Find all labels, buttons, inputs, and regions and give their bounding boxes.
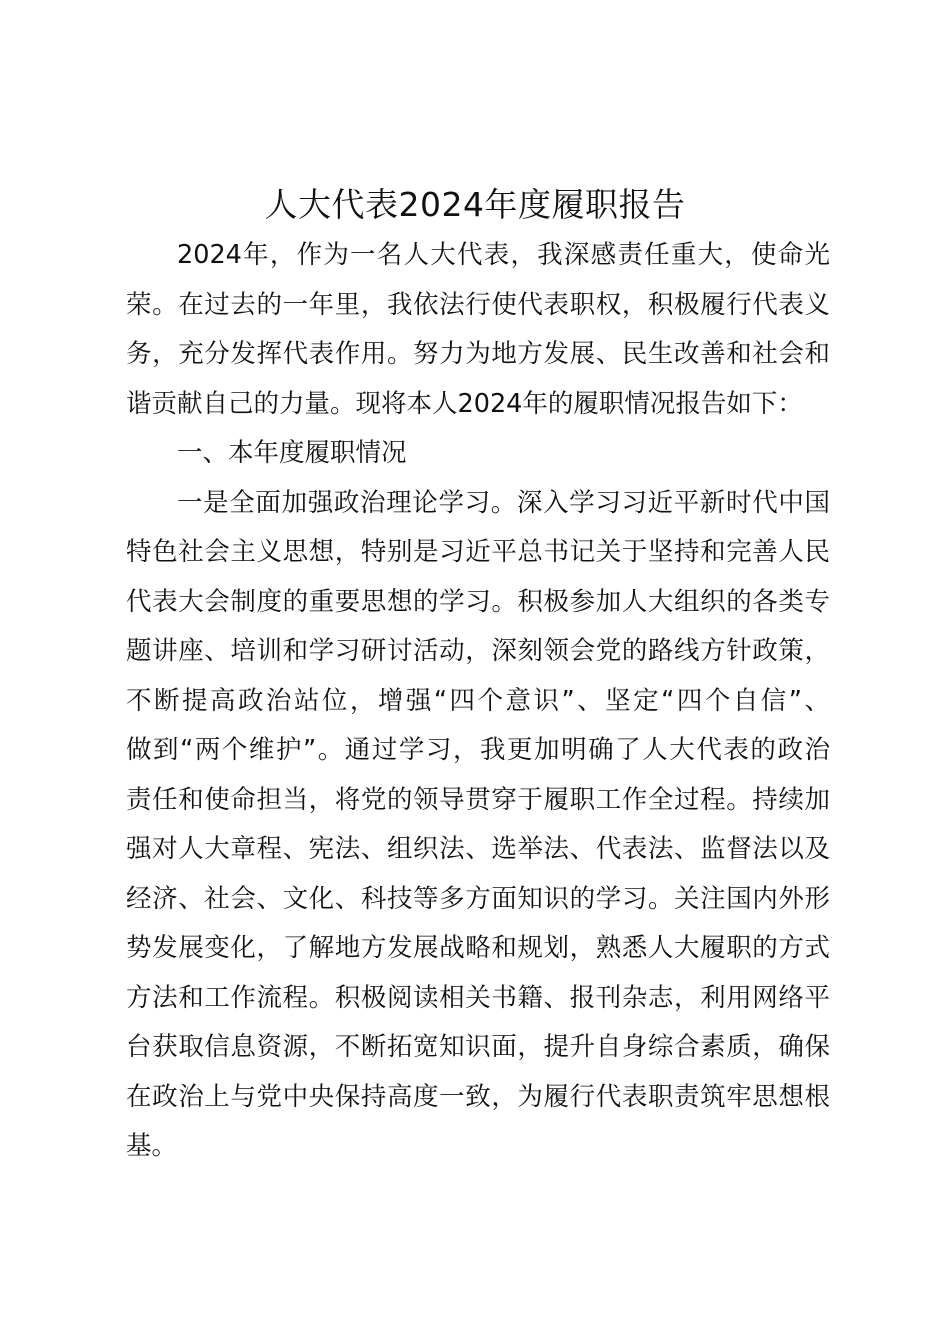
text-line: 方法和工作流程。积极阅读相关书籍、报刊杂志，利用网络平 — [126, 982, 830, 1013]
text-line: 在政治上与党中央保持高度一致，为履行代表职责筑牢思想根 — [126, 1081, 830, 1112]
text-line: 责任和使命担当，将党的领导贯穿于履职工作全过程。持续加 — [126, 784, 830, 815]
document-title: 人大代表2024年度履职报告 — [264, 185, 686, 224]
text-line: 势发展变化，了解地方发展战略和规划，熟悉人大履职的方式 — [126, 933, 830, 963]
text-line: 荣。在过去的一年里，我依法行使代表职权，积极履行代表义 — [126, 289, 830, 320]
text-line: 一是全面加强政治理论学习。深入学习习近平新时代中国 — [177, 487, 830, 518]
document-body — [126, 231, 830, 1172]
text-line: 谐贡献自己的力量。现将本人2024年的履职情况报告如下： — [126, 388, 803, 419]
text-line: 2024年，作为一名人大代表，我深感责任重大，使命光 — [177, 240, 830, 270]
text-line: 一、本年度履职情况 — [177, 438, 407, 468]
text-line: 务，充分发挥代表作用。努力为地方发展、民生改善和社会和 — [126, 339, 830, 369]
text-line: 强对人大章程、宪法、组织法、选举法、代表法、监督法以及 — [126, 834, 830, 864]
text-line: 代表大会制度的重要思想的学习。积极参加人大组织的各类专 — [126, 586, 830, 617]
text-line: 台获取信息资源，不断拓宽知识面，提升自身综合素质，确保 — [126, 1032, 830, 1062]
text-line: 做到“两个维护”。通过学习，我更加明确了人大代表的政治 — [126, 735, 830, 765]
text-line: 题讲座、培训和学习研讨活动，深刻领会党的路线方针政策， — [126, 636, 830, 666]
text-line: 特色社会主义思想，特别是习近平总书记关于坚持和完善人民 — [126, 537, 830, 567]
text-line: 不断提高政治站位，增强“四个意识”、坚定“四个自信”、 — [126, 685, 830, 716]
text-line: 经济、社会、文化、科技等多方面知识的学习。关注国内外形 — [126, 883, 830, 914]
text-line: 基。 — [126, 1131, 178, 1161]
